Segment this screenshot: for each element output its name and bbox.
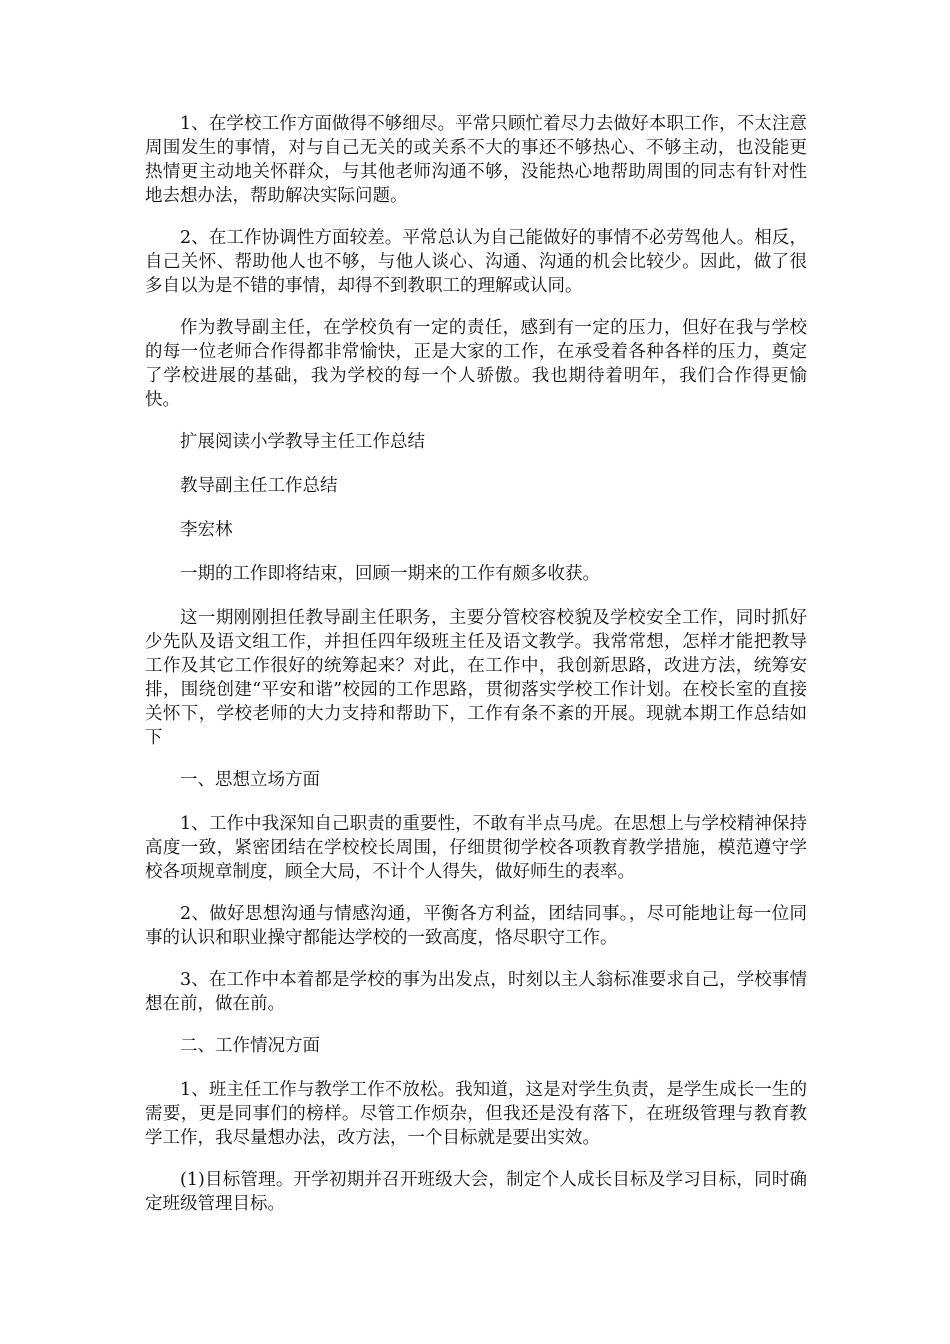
- author-name: 李宏林: [180, 520, 233, 540]
- paragraph-ideology-2: 2、做好思想沟通与情感沟通，平衡各方利益，团结同事。，尽可能地让每一位同事的认识和职业操守都能达学校的一致高度，恪尽职守工作。: [145, 904, 807, 948]
- paragraph-intro: 一期的工作即将结束，回顾一期来的工作有颇多收获。: [180, 564, 600, 584]
- paragraph-shortcoming-detail: 1、在学校工作方面做得不够细尽。平常只顾忙着尽力去做好本职工作，不太注意周围发生的事情，对与自己无关的或关系不大的事还不够热心、不够主动，也没能更热情更主动地关怀群众，与其他老师沟通不够，没能热心地帮助周围的同志有针对性地去想办法，帮助解决实际问题。: [145, 114, 807, 206]
- section-heading-work: 二、工作情况方面: [180, 1036, 320, 1056]
- paragraph-coordination: 2、在工作协调性方面较差。平常总认为自己能做好的事情不必劳驾他人。相反，自己关怀、帮助他人也不够，与他人谈心、沟通、沟通的机会比较少。因此，做了很多自以为是不错的事情，却得不到教职工的理解或认同。: [145, 228, 807, 296]
- paragraph-ideology-1: 1、工作中我深知自己职责的重要性，不敢有半点马虎。在思想上与学校精神保持高度一致，紧密团结在学校校长周围，仔细贯彻学校各项教育教学措施，模范遵守学校各项规章制度，顾全大局，不计个人得失，做好师生的表率。: [145, 814, 807, 882]
- heading-summary-title: 教导副主任工作总结: [180, 476, 338, 496]
- paragraph-overview: 这一期刚刚担任教导副主任职务，主要分管校容校貌及学校安全工作，同时抓好少先队及语文组工作，并担任四年级班主任及语文教学。我常常想，怎样才能把教导工作及其它工作很好的统筹起来？对此，在工作中，我创新思路，改进方法，统筹安排，围绕创建“平安和谐”校园的工作思路，贯彻落实学校工作计划。在校长室的直接关怀下，学校老师的大力支持和帮助下，工作有条不紊的开展。现就本期工作总结如下: [145, 608, 807, 748]
- heading-extended-reading: 扩展阅读小学教导主任工作总结: [180, 432, 425, 452]
- document-page: [145, 112, 807, 1234]
- section-heading-ideology: 一、思想立场方面: [180, 770, 320, 790]
- paragraph-work-1: 1、班主任工作与教学工作不放松。我知道，这是对学生负责，是学生成长一生的需要，更是同事们的榜样。尽管工作烦杂，但我还是没有落下，在班级管理与教育教学工作，我尽量想办法，改方法，一个目标就是要出实效。: [145, 1080, 807, 1148]
- paragraph-ideology-3: 3、在工作中本着都是学校的事为出发点，时刻以主人翁标准要求自己，学校事情想在前，做在前。: [145, 970, 807, 1014]
- paragraph-goal-management: (1)目标管理。开学初期并召开班级大会，制定个人成长目标及学习目标，同时确定班级管理目标。: [145, 1170, 807, 1214]
- paragraph-closing-remarks: 作为教导副主任，在学校负有一定的责任，感到有一定的压力，但好在我与学校的每一位老师合作得都非常愉快，正是大家的工作，在承受着各种各样的压力，奠定了学校进展的基础，我为学校的每一个人骄傲。我也期待着明年，我们合作得更愉快。: [145, 318, 807, 410]
